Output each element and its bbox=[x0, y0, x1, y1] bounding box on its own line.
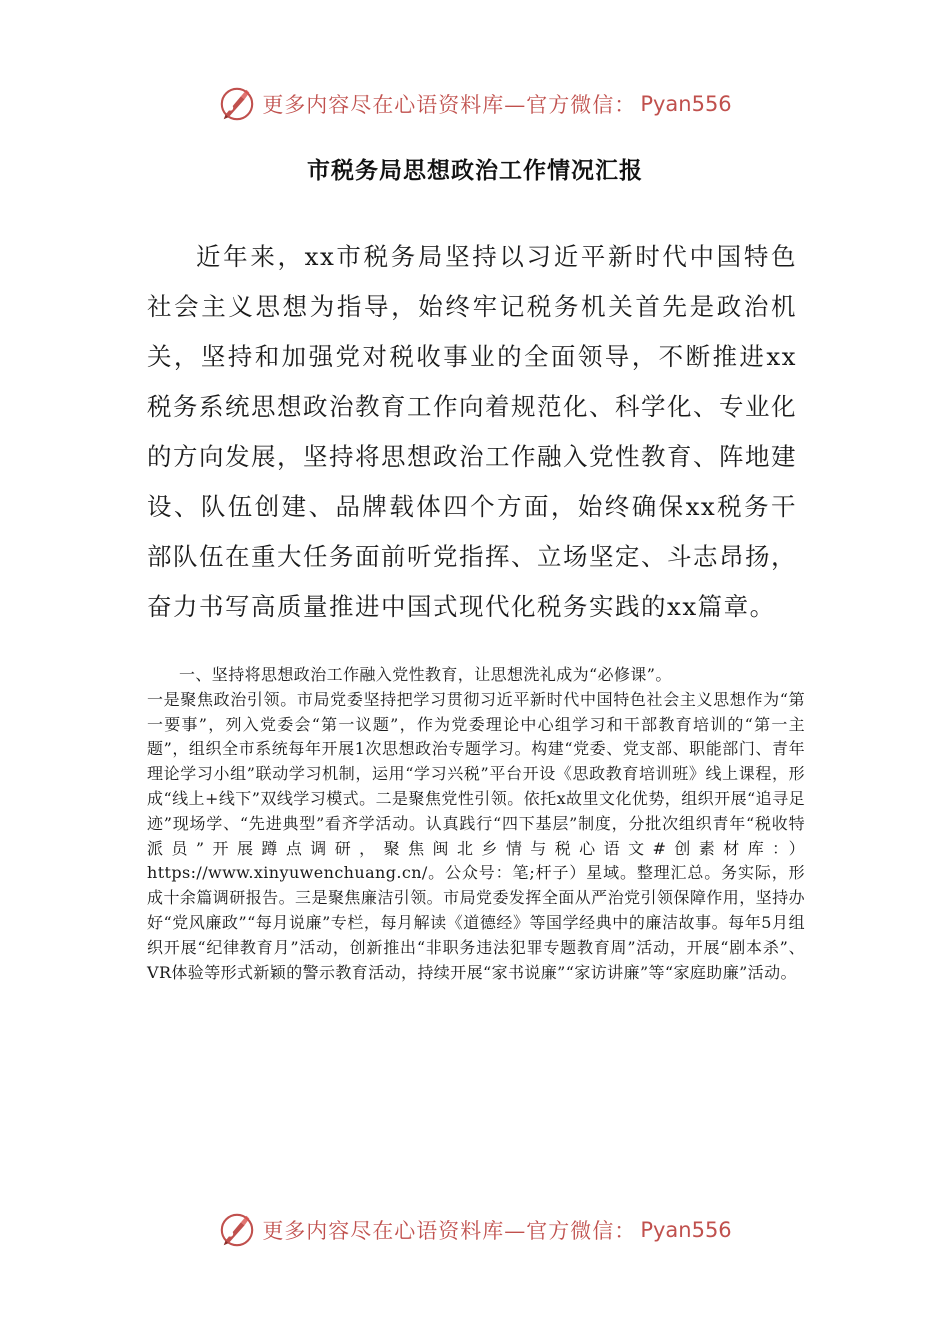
intro-paragraph: 近年来，xx市税务局坚持以习近平新时代中国特色社会主义思想为指导，始终牢记税务机关首先是政治机关，坚持和加强党对税收事业的全面领导，不断推进xx税务系统思想政治教育工作向着规范化、科学化、专业化的方向发展，坚持将思想政治工作融入党性教育、阵地建设、队伍创建、品牌载体四个方面，始终确保xx税务干部队伍在重大任务面前听党指挥、立场坚定、斗志昂扬，奋力书写高质量推进中国式现代化税务实践的xx篇章。 bbox=[147, 242, 797, 621]
section-one bbox=[147, 663, 805, 985]
watermark-handle: Pyan556 bbox=[640, 1218, 732, 1242]
watermark-text: 更多内容尽在心语资料库—官方微信： bbox=[262, 93, 637, 117]
watermark-header bbox=[0, 84, 950, 124]
pen-logo-icon bbox=[218, 85, 256, 123]
pen-logo-icon bbox=[218, 1211, 256, 1249]
section-heading: 一、坚持将思想政治工作融入党性教育，让思想洗礼成为“必修课”。 bbox=[179, 665, 672, 684]
watermark-footer bbox=[0, 1210, 950, 1250]
page-title: 市税务局思想政治工作情况汇报 bbox=[307, 157, 643, 184]
section-body: 一是聚焦政治引领。市局党委坚持把学习贯彻习近平新时代中国特色社会主义思想作为“第一要事”，列入党委会“第一议题”，作为党委理论中心组学习和干部教育培训的“第一主题”，组织全市系统每年开展1次思想政治专题学习。构建“党委、党支部、职能部门、青年理论学习小组”联动学习机制，运用“学习兴税”平台开设《思政教育培训班》线上课程，形成“线上+线下”双线学习模式。二是聚焦党性引领。依托x故里文化优势，组织开展“追寻足迹”现场学、“先进典型”看齐学活动。认真践行“四下基层”制度，分批次组织青年“税收特派员”开展蹲点调研，聚焦闽北乡情与税心语文#创素材库：）https://www.xinyuwenchuang.cn/。公众号：笔;杆子）星域。整理汇总。务实际，形成十余篇调研报告。三是聚焦廉洁引领。市局党委发挥全面从严治党引领保障作用，坚持办好“党风廉政”“每月说廉”专栏，每月解读《道德经》等国学经典中的廉洁故事。每年5月组织开展“纪律教育月”活动，创新推出“非职务违法犯罪专题教育周”活动，开展“剧本杀”、VR体验等形式新颖的警示教育活动，持续开展“家书说廉”“家访讲廉”等“家庭助廉”活动。 bbox=[147, 689, 805, 982]
watermark-text: 更多内容尽在心语资料库—官方微信： bbox=[262, 1219, 637, 1243]
watermark-handle: Pyan556 bbox=[640, 92, 732, 116]
